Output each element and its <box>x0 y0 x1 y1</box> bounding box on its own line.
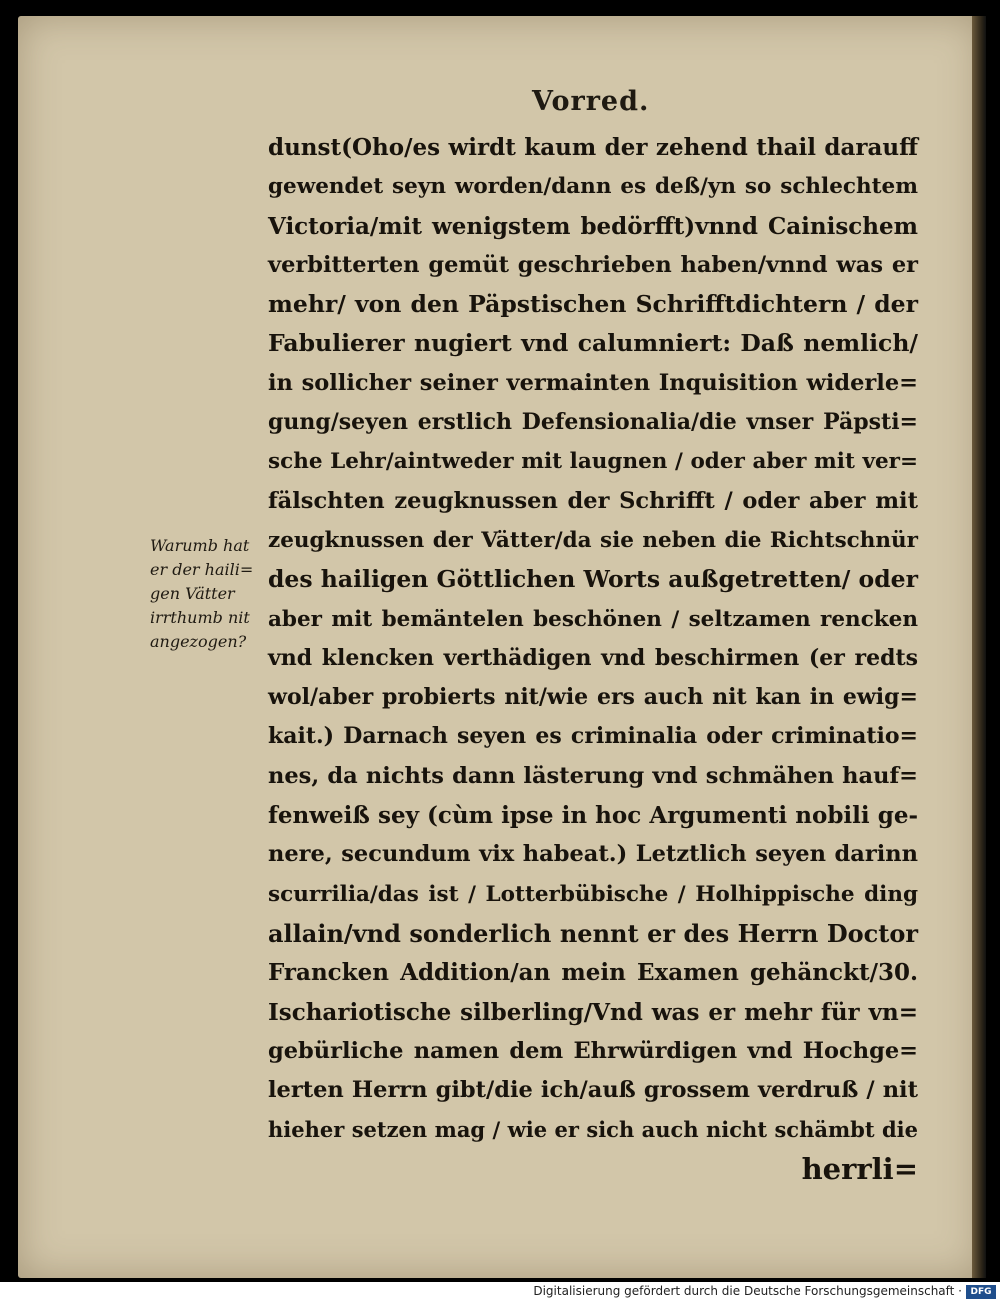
text-line: sche Lehr/aintweder mit laugnen / oder aber mit ver= <box>268 449 918 475</box>
margin-note-line: irrthumb nit <box>150 608 250 627</box>
dfg-logo: DFG <box>966 1285 996 1299</box>
text-line: gung/seyen erstlich Defensionalia/die vnser Päpsti= <box>268 409 918 436</box>
footer-bar <box>0 1282 1000 1302</box>
text-line: scurrilia/das ist / Lotterbübische / Holhippische ding <box>268 881 918 907</box>
text-line: Ischariotische silberling/Vnd was er mehr für vn= <box>268 998 918 1026</box>
margin-note-line: Warumb hat <box>150 536 250 555</box>
marginal-note <box>150 534 262 654</box>
text-line: wol/aber probierts nit/wie ers auch nit kan in ewig= <box>268 684 918 711</box>
text-line: hieher setzen mag / wie er sich auch nicht schämbt die <box>268 1117 918 1143</box>
funding-credit: Digitalisierung gefördert durch die Deutsche Forschungsgemeinschaft · <box>533 1284 962 1298</box>
text-line: nes, da nichts dann lästerung vnd schmähen hauf= <box>268 762 918 789</box>
text-line: Victoria/mit wenigstem bedörfft)vnnd Cainischem <box>268 212 918 240</box>
text-line: mehr/ von den Päpstischen Schrifftdichtern / der <box>268 290 918 319</box>
text-line: aber mit bemäntelen beschönen / seltzamen rencken <box>268 606 918 632</box>
text-line: Francken Addition/an mein Examen gehänckt/30. <box>268 959 918 987</box>
text-line: allain/vnd sonderlich nennt er des Herrn Doctor <box>268 918 918 948</box>
catchword: herrli= <box>801 1151 918 1186</box>
text-line: vnd klencken verthädigen vnd beschirmen (er redts <box>268 644 918 671</box>
text-line: verbitterten gemüt geschrieben haben/vnnd was er <box>268 251 918 278</box>
text-line: lerten Herrn gibt/die ich/auß grossem verdruß / nit <box>268 1077 918 1104</box>
margin-note-line: angezogen? <box>150 632 247 651</box>
margin-note-line: er der haili= <box>150 560 254 579</box>
running-header: Vorred. <box>532 86 650 117</box>
main-text-block <box>268 128 918 1189</box>
margin-note-line: gen Vätter <box>150 584 235 603</box>
text-line: gebürliche namen dem Ehrwürdigen vnd Hochge= <box>268 1037 918 1064</box>
text-line: fälschten zeugknussen der Schrifft / oder aber mit <box>268 487 918 514</box>
text-line: nere, secundum vix habeat.) Letztlich seyen darinn <box>268 841 918 868</box>
text-line: zeugknussen der Vätter/da sie neben die Richtschnür <box>268 527 918 553</box>
text-line: fenweiß sey (cùm ipse in hoc Argumenti nobili ge- <box>268 802 918 830</box>
page-gutter <box>972 16 986 1278</box>
text-line: des hailigen Göttlichen Worts außgetretten/ oder <box>268 565 918 594</box>
text-line: gewendet seyn worden/dann es deß/yn so schlechtem <box>268 174 918 200</box>
text-line: Fabulierer nugiert vnd calumniert: Daß nemlich/ <box>268 329 918 358</box>
text-line: dunst(Oho/es wirdt kaum der zehend thail darauff <box>268 134 918 161</box>
text-line: in sollicher seiner vermainten Inquisition widerle= <box>268 369 918 396</box>
text-line: kait.) Darnach seyen es criminalia oder criminatio= <box>268 723 918 750</box>
